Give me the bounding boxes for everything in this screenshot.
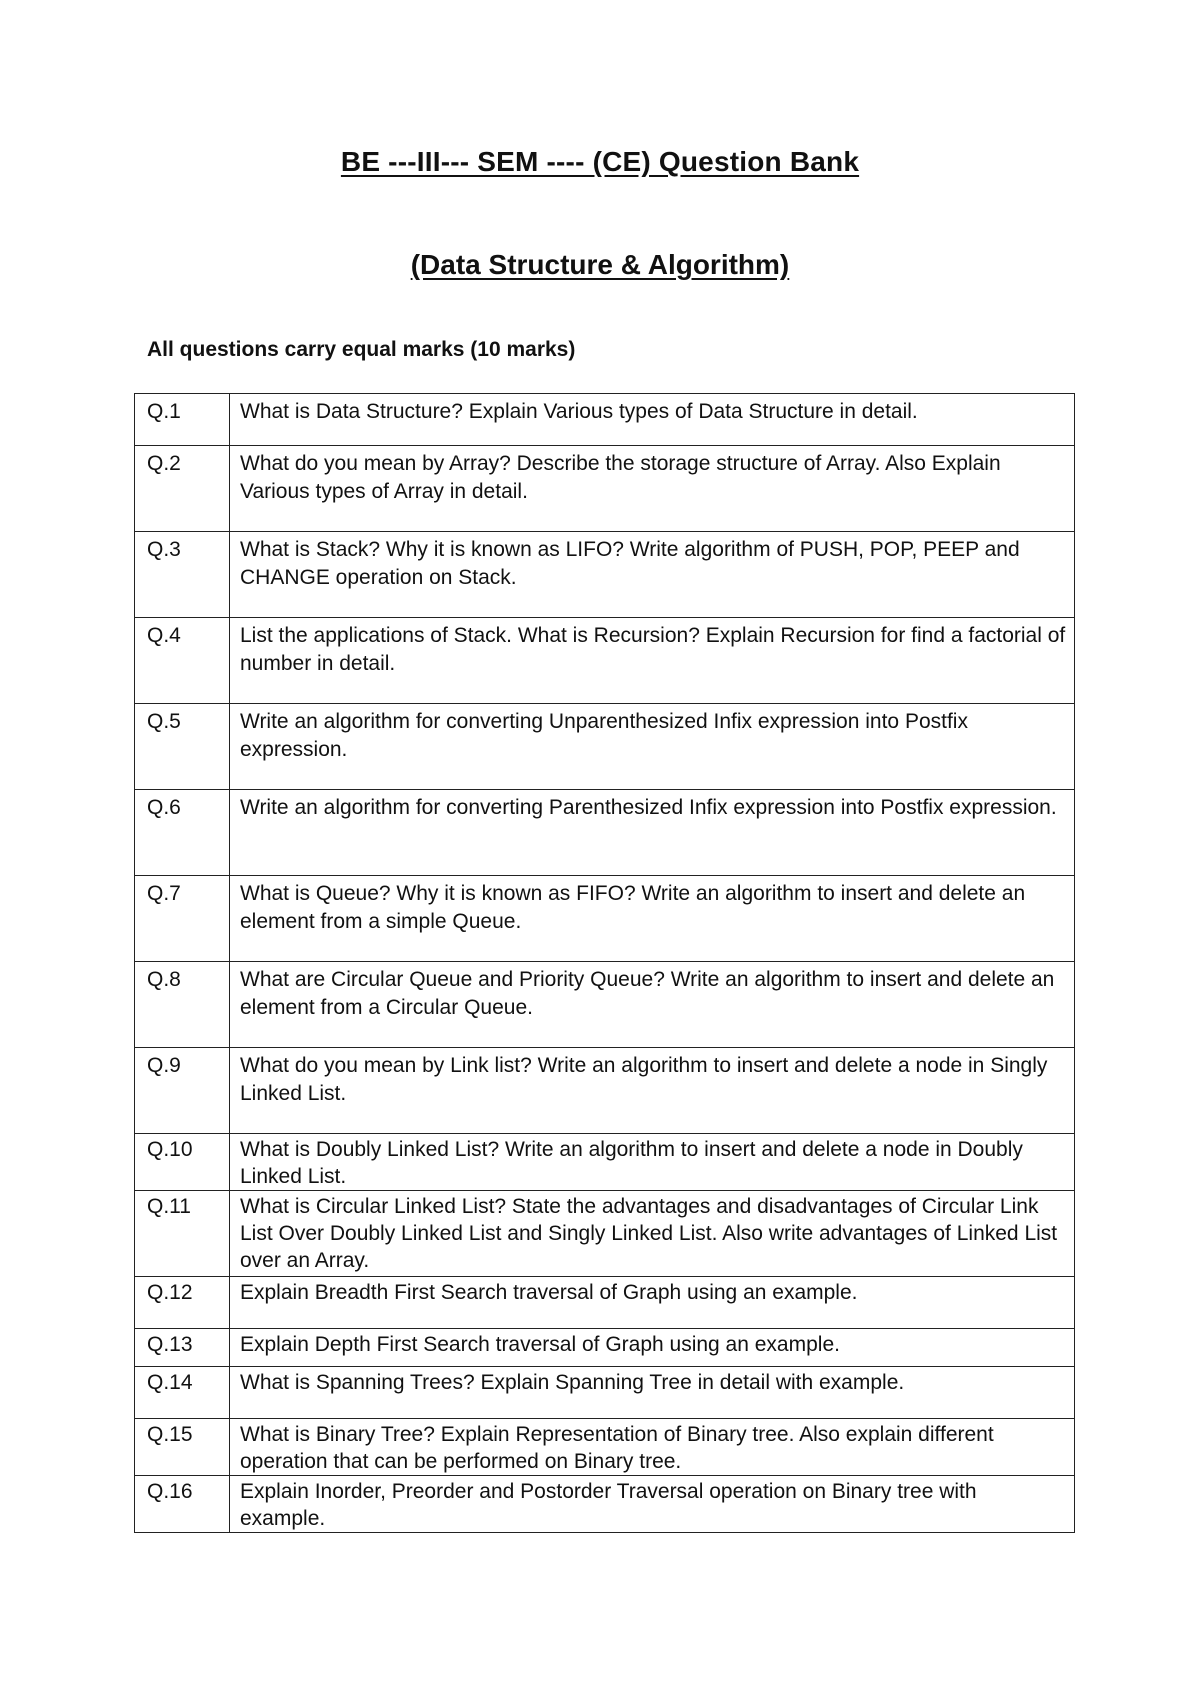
question-text: Explain Inorder, Preorder and Postorder Traversal operation on Binary tree with example. (230, 1476, 1075, 1533)
table-row (135, 1048, 1075, 1134)
table-row (135, 1134, 1075, 1191)
question-number: Q.13 (135, 1329, 230, 1367)
question-text: Explain Breadth First Search traversal of Graph using an example. (230, 1277, 1075, 1329)
question-text: What is Spanning Trees? Explain Spanning Tree in detail with example. (230, 1367, 1075, 1419)
question-text: What is Data Structure? Explain Various types of Data Structure in detail. (230, 394, 1075, 446)
question-text: What is Queue? Why it is known as FIFO? Write an algorithm to insert and delete an element from a simple Queue. (230, 876, 1075, 962)
table-row (135, 1419, 1075, 1476)
question-number: Q.2 (135, 446, 230, 532)
question-text: Write an algorithm for converting Unparenthesized Infix expression into Postfix expression. (230, 704, 1075, 790)
table-row (135, 1476, 1075, 1533)
question-text: What are Circular Queue and Priority Queue? Write an algorithm to insert and delete an element from a Circular Queue. (230, 962, 1075, 1048)
table-row (135, 1367, 1075, 1419)
table-row (135, 1329, 1075, 1367)
question-number: Q.14 (135, 1367, 230, 1419)
question-number: Q.15 (135, 1419, 230, 1476)
question-text: What is Binary Tree? Explain Representation of Binary tree. Also explain different operation that can be performed on Binary tree. (230, 1419, 1075, 1476)
question-text: What is Circular Linked List? State the advantages and disadvantages of Circular Link List Over Doubly Linked List and Singly Linked List. Also write advantages of Linked List over an Array. (230, 1191, 1075, 1277)
question-number: Q.6 (135, 790, 230, 876)
table-row (135, 394, 1075, 446)
question-text: What is Doubly Linked List? Write an algorithm to insert and delete a node in Doubly Linked List. (230, 1134, 1075, 1191)
question-number: Q.9 (135, 1048, 230, 1134)
question-number: Q.16 (135, 1476, 230, 1533)
page-subtitle: (Data Structure & Algorithm) (410, 249, 790, 280)
table-row (135, 532, 1075, 618)
marks-note: All questions carry equal marks (10 marks) (147, 338, 576, 361)
table-row (135, 446, 1075, 532)
question-text: List the applications of Stack. What is Recursion? Explain Recursion for find a factorial of number in detail. (230, 618, 1075, 704)
question-number: Q.7 (135, 876, 230, 962)
question-number: Q.1 (135, 394, 230, 446)
table-row (135, 1277, 1075, 1329)
question-table (134, 393, 1075, 1533)
question-number: Q.3 (135, 532, 230, 618)
page-title: BE ---III--- SEM ---- (CE) Question Bank (340, 146, 860, 177)
table-row (135, 876, 1075, 962)
question-number: Q.5 (135, 704, 230, 790)
table-row (135, 704, 1075, 790)
table-row (135, 962, 1075, 1048)
question-text: What do you mean by Array? Describe the storage structure of Array. Also Explain Various types of Array in detail. (230, 446, 1075, 532)
table-row (135, 790, 1075, 876)
question-text: What is Stack? Why it is known as LIFO? Write algorithm of PUSH, POP, PEEP and CHANGE operation on Stack. (230, 532, 1075, 618)
question-text: Write an algorithm for converting Parenthesized Infix expression into Postfix expression. (230, 790, 1075, 876)
question-number: Q.8 (135, 962, 230, 1048)
table-row (135, 618, 1075, 704)
question-number: Q.12 (135, 1277, 230, 1329)
question-number: Q.11 (135, 1191, 230, 1277)
table-row (135, 1191, 1075, 1277)
question-text: Explain Depth First Search traversal of Graph using an example. (230, 1329, 1075, 1367)
question-text: What do you mean by Link list? Write an algorithm to insert and delete a node in Singly Linked List. (230, 1048, 1075, 1134)
question-number: Q.4 (135, 618, 230, 704)
question-number: Q.10 (135, 1134, 230, 1191)
